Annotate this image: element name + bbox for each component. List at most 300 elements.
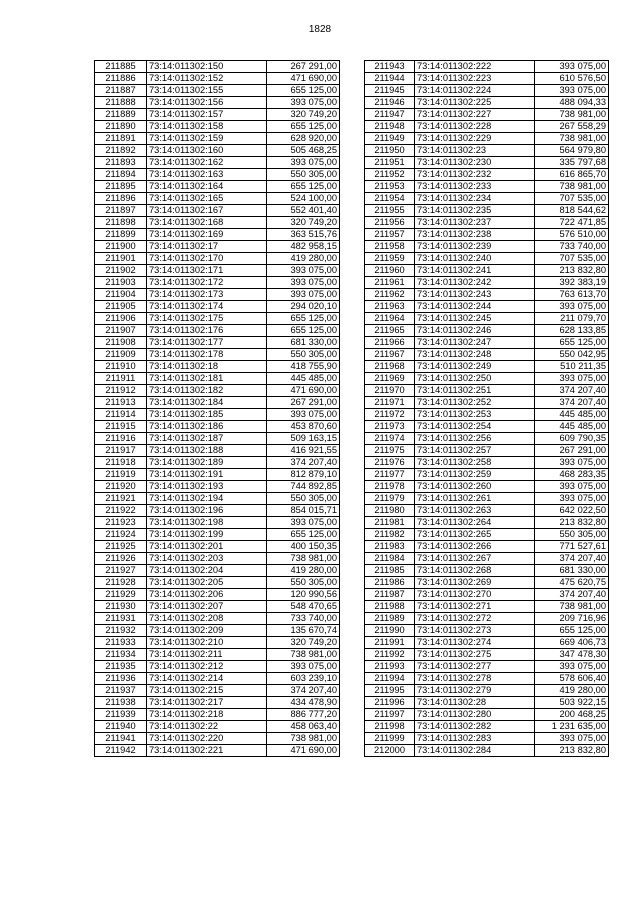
table-row — [95, 517, 340, 529]
cadastral-number: 73:14:011302:185 — [147, 409, 267, 421]
row-number: 211994 — [365, 673, 415, 685]
row-number: 211974 — [365, 433, 415, 445]
table-row — [365, 265, 609, 277]
table-row — [365, 385, 609, 397]
cadastral-number: 73:14:011302:155 — [147, 85, 267, 97]
cadastral-number: 73:14:011302:247 — [415, 337, 535, 349]
cadastral-number: 73:14:011302:237 — [415, 217, 535, 229]
cadastral-number: 73:14:011302:221 — [147, 745, 267, 757]
cadastral-number: 73:14:011302:167 — [147, 205, 267, 217]
table-row — [95, 565, 340, 577]
cadastral-value: 416 921,55 — [267, 445, 340, 457]
cadastral-value: 564 979,80 — [535, 145, 609, 157]
cadastral-value: 550 305,00 — [267, 577, 340, 589]
row-number: 211888 — [95, 97, 147, 109]
cadastral-value: 393 075,00 — [535, 373, 609, 385]
row-number: 211983 — [365, 541, 415, 553]
table-row — [365, 289, 609, 301]
cadastral-value: 578 606,40 — [535, 673, 609, 685]
cadastral-number: 73:14:011302:17 — [147, 241, 267, 253]
cadastral-number: 73:14:011302:188 — [147, 445, 267, 457]
row-number: 211979 — [365, 493, 415, 505]
cadastral-value: 363 515,76 — [267, 229, 340, 241]
table-row — [95, 469, 340, 481]
row-number: 211950 — [365, 145, 415, 157]
cadastral-value: 707 535,00 — [535, 253, 609, 265]
table-row — [365, 649, 609, 661]
cadastral-value: 475 620,75 — [535, 577, 609, 589]
cadastral-value: 509 163,15 — [267, 433, 340, 445]
row-number: 211914 — [95, 409, 147, 421]
cadastral-value: 393 075,00 — [267, 289, 340, 301]
cadastral-number: 73:14:011302:239 — [415, 241, 535, 253]
cadastral-number: 73:14:011302:191 — [147, 469, 267, 481]
cadastral-value: 655 125,00 — [267, 85, 340, 97]
cadastral-number: 73:14:011302:260 — [415, 481, 535, 493]
table-row — [95, 505, 340, 517]
cadastral-number: 73:14:011302:206 — [147, 589, 267, 601]
table-row — [95, 445, 340, 457]
table-row — [95, 697, 340, 709]
table-row — [95, 541, 340, 553]
cadastral-number: 73:14:011302:163 — [147, 169, 267, 181]
table-row — [95, 493, 340, 505]
table-row — [365, 217, 609, 229]
row-number: 211929 — [95, 589, 147, 601]
cadastral-value: 213 832,80 — [535, 517, 609, 529]
cadastral-value: 393 075,00 — [267, 157, 340, 169]
row-number: 211978 — [365, 481, 415, 493]
cadastral-number: 73:14:011302:257 — [415, 445, 535, 457]
cadastral-number: 73:14:011302:283 — [415, 733, 535, 745]
cadastral-value: 548 470,65 — [267, 601, 340, 613]
table-row — [365, 709, 609, 721]
cadastral-value: 510 211,35 — [535, 361, 609, 373]
cadastral-number: 73:14:011302:162 — [147, 157, 267, 169]
cadastral-number: 73:14:011302:198 — [147, 517, 267, 529]
cadastral-value: 393 075,00 — [535, 481, 609, 493]
cadastral-number: 73:14:011302:172 — [147, 277, 267, 289]
cadastral-value: 738 981,00 — [535, 109, 609, 121]
cadastral-number: 73:14:011302:212 — [147, 661, 267, 673]
cadastral-number: 73:14:011302:265 — [415, 529, 535, 541]
table-row — [365, 493, 609, 505]
cadastral-value: 393 075,00 — [267, 277, 340, 289]
table-row — [95, 181, 340, 193]
cadastral-number: 73:14:011302:209 — [147, 625, 267, 637]
cadastral-value: 393 075,00 — [267, 517, 340, 529]
row-number: 211908 — [95, 337, 147, 349]
cadastral-number: 73:14:011302:176 — [147, 325, 267, 337]
table-row — [365, 73, 609, 85]
cadastral-value: 374 207,40 — [535, 553, 609, 565]
cadastral-value: 505 468,25 — [267, 145, 340, 157]
cadastral-number: 73:14:011302:181 — [147, 373, 267, 385]
table-row — [365, 121, 609, 133]
row-number: 211998 — [365, 721, 415, 733]
cadastral-number: 73:14:011302:201 — [147, 541, 267, 553]
table-row — [95, 277, 340, 289]
table-row — [365, 421, 609, 433]
row-number: 211909 — [95, 349, 147, 361]
row-number: 211939 — [95, 709, 147, 721]
row-number: 211910 — [95, 361, 147, 373]
cadastral-value: 393 075,00 — [535, 733, 609, 745]
row-number: 211963 — [365, 301, 415, 313]
table-row — [95, 373, 340, 385]
row-number: 211985 — [365, 565, 415, 577]
cadastral-value: 886 777,20 — [267, 709, 340, 721]
cadastral-number: 73:14:011302:227 — [415, 109, 535, 121]
cadastral-value: 763 613,70 — [535, 289, 609, 301]
cadastral-number: 73:14:011302:173 — [147, 289, 267, 301]
cadastral-value: 669 406,73 — [535, 637, 609, 649]
cadastral-number: 73:14:011302:279 — [415, 685, 535, 697]
row-number: 211911 — [95, 373, 147, 385]
table-row — [365, 85, 609, 97]
cadastral-value: 707 535,00 — [535, 193, 609, 205]
row-number: 211897 — [95, 205, 147, 217]
row-number: 211920 — [95, 481, 147, 493]
cadastral-value: 681 330,00 — [267, 337, 340, 349]
row-number: 211901 — [95, 253, 147, 265]
cadastral-number: 73:14:011302:165 — [147, 193, 267, 205]
row-number: 211988 — [365, 601, 415, 613]
table-row — [95, 361, 340, 373]
table-row — [365, 613, 609, 625]
row-number: 211976 — [365, 457, 415, 469]
row-number: 211919 — [95, 469, 147, 481]
table-row — [95, 709, 340, 721]
table-row — [365, 109, 609, 121]
cadastral-number: 73:14:011302:225 — [415, 97, 535, 109]
cadastral-number: 73:14:011302:270 — [415, 589, 535, 601]
cadastral-value: 1 231 635,00 — [535, 721, 609, 733]
row-number: 212000 — [365, 745, 415, 757]
cadastral-number: 73:14:011302:252 — [415, 397, 535, 409]
cadastral-number: 73:14:011302:210 — [147, 637, 267, 649]
cadastral-value: 445 485,00 — [535, 409, 609, 421]
cadastral-number: 73:14:011302:184 — [147, 397, 267, 409]
row-number: 211940 — [95, 721, 147, 733]
row-number: 211953 — [365, 181, 415, 193]
row-number: 211945 — [365, 85, 415, 97]
table-row — [365, 97, 609, 109]
row-number: 211904 — [95, 289, 147, 301]
cadastral-value: 374 207,40 — [535, 385, 609, 397]
cadastral-number: 73:14:011302:214 — [147, 673, 267, 685]
cadastral-value: 655 125,00 — [535, 625, 609, 637]
cadastral-number: 73:14:011302:156 — [147, 97, 267, 109]
cadastral-number: 73:14:011302:174 — [147, 301, 267, 313]
table-row — [95, 325, 340, 337]
row-number: 211907 — [95, 325, 147, 337]
cadastral-value: 209 716,96 — [535, 613, 609, 625]
row-number: 211915 — [95, 421, 147, 433]
cadastral-value: 453 870,60 — [267, 421, 340, 433]
table-row — [365, 241, 609, 253]
row-number: 211958 — [365, 241, 415, 253]
cadastral-number: 73:14:011302:207 — [147, 601, 267, 613]
cadastral-value: 471 690,00 — [267, 73, 340, 85]
cadastral-value: 419 280,00 — [267, 253, 340, 265]
row-number: 211995 — [365, 685, 415, 697]
table-row — [365, 61, 609, 73]
table-row — [95, 265, 340, 277]
row-number: 211898 — [95, 217, 147, 229]
table-row — [95, 301, 340, 313]
cadastral-number: 73:14:011302:175 — [147, 313, 267, 325]
cadastral-number: 73:14:011302:232 — [415, 169, 535, 181]
row-number: 211946 — [365, 97, 415, 109]
row-number: 211993 — [365, 661, 415, 673]
cadastral-value: 738 981,00 — [535, 601, 609, 613]
cadastral-value: 320 749,20 — [267, 109, 340, 121]
cadastral-value: 818 544,62 — [535, 205, 609, 217]
table-row — [95, 193, 340, 205]
row-number: 211944 — [365, 73, 415, 85]
cadastral-number: 73:14:011302:241 — [415, 265, 535, 277]
cadastral-number: 73:14:011302:28 — [415, 697, 535, 709]
cadastral-number: 73:14:011302:199 — [147, 529, 267, 541]
table-row — [365, 601, 609, 613]
table-row — [95, 685, 340, 697]
row-number: 211989 — [365, 613, 415, 625]
cadastral-value: 488 094,33 — [535, 97, 609, 109]
table-row — [365, 397, 609, 409]
cadastral-value: 603 239,10 — [267, 673, 340, 685]
row-number: 211999 — [365, 733, 415, 745]
row-number: 211964 — [365, 313, 415, 325]
row-number: 211992 — [365, 649, 415, 661]
table-row — [365, 637, 609, 649]
table-row — [95, 169, 340, 181]
cadastral-number: 73:14:011302:271 — [415, 601, 535, 613]
cadastral-number: 73:14:011302:258 — [415, 457, 535, 469]
table-row — [95, 397, 340, 409]
row-number: 211899 — [95, 229, 147, 241]
cadastral-value: 393 075,00 — [535, 61, 609, 73]
cadastral-number: 73:14:011302:267 — [415, 553, 535, 565]
row-number: 211971 — [365, 397, 415, 409]
cadastral-number: 73:14:011302:224 — [415, 85, 535, 97]
row-number: 211960 — [365, 265, 415, 277]
table-row — [95, 481, 340, 493]
cadastral-value: 722 471,85 — [535, 217, 609, 229]
cadastral-value: 616 865,70 — [535, 169, 609, 181]
row-number: 211977 — [365, 469, 415, 481]
cadastral-number: 73:14:011302:203 — [147, 553, 267, 565]
cadastral-number: 73:14:011302:171 — [147, 265, 267, 277]
cadastral-value: 347 478,30 — [535, 649, 609, 661]
table-row — [365, 277, 609, 289]
cadastral-value: 374 207,40 — [267, 457, 340, 469]
row-number: 211962 — [365, 289, 415, 301]
table-row — [95, 577, 340, 589]
table-row — [95, 433, 340, 445]
cadastral-value: 374 207,40 — [267, 685, 340, 697]
table-row — [365, 529, 609, 541]
cadastral-value: 550 305,00 — [267, 349, 340, 361]
row-number: 211889 — [95, 109, 147, 121]
cadastral-value: 771 527,61 — [535, 541, 609, 553]
cadastral-value: 550 305,00 — [267, 493, 340, 505]
row-number: 211922 — [95, 505, 147, 517]
table-row — [95, 229, 340, 241]
cadastral-value: 392 383,19 — [535, 277, 609, 289]
row-number: 211942 — [95, 745, 147, 757]
table-row — [95, 205, 340, 217]
cadastral-value: 738 981,00 — [267, 649, 340, 661]
cadastral-value: 213 832,80 — [535, 265, 609, 277]
cadastral-number: 73:14:011302:248 — [415, 349, 535, 361]
cadastral-value: 393 075,00 — [535, 301, 609, 313]
table-row — [95, 349, 340, 361]
table-row — [365, 553, 609, 565]
cadastral-number: 73:14:011302:182 — [147, 385, 267, 397]
cadastral-number: 73:14:011302:246 — [415, 325, 535, 337]
row-number: 211917 — [95, 445, 147, 457]
cadastral-value: 393 075,00 — [535, 661, 609, 673]
cadastral-value: 393 075,00 — [535, 493, 609, 505]
cadastral-value: 471 690,00 — [267, 745, 340, 757]
row-number: 211982 — [365, 529, 415, 541]
table-row — [95, 649, 340, 661]
table-row — [95, 733, 340, 745]
cadastral-value: 418 755,90 — [267, 361, 340, 373]
row-number: 211948 — [365, 121, 415, 133]
row-number: 211891 — [95, 133, 147, 145]
row-number: 211934 — [95, 649, 147, 661]
cadastral-value: 393 075,00 — [267, 409, 340, 421]
table-row — [95, 385, 340, 397]
cadastral-number: 73:14:011302:238 — [415, 229, 535, 241]
cadastral-number: 73:14:011302:186 — [147, 421, 267, 433]
cadastral-number: 73:14:011302:152 — [147, 73, 267, 85]
row-number: 211987 — [365, 589, 415, 601]
row-number: 211954 — [365, 193, 415, 205]
table-row — [95, 253, 340, 265]
table-row — [365, 673, 609, 685]
row-number: 211894 — [95, 169, 147, 181]
cadastral-value: 655 125,00 — [535, 337, 609, 349]
row-number: 211890 — [95, 121, 147, 133]
table-row — [95, 241, 340, 253]
cadastral-number: 73:14:011302:168 — [147, 217, 267, 229]
cadastral-number: 73:14:011302:222 — [415, 61, 535, 73]
cadastral-number: 73:14:011302:269 — [415, 577, 535, 589]
table-row — [95, 313, 340, 325]
page-number: 1828 — [308, 24, 332, 35]
cadastral-number: 73:14:011302:150 — [147, 61, 267, 73]
table-row — [95, 85, 340, 97]
cadastral-value: 471 690,00 — [267, 385, 340, 397]
cadastral-number: 73:14:011302:193 — [147, 481, 267, 493]
table-row — [95, 601, 340, 613]
row-number: 211933 — [95, 637, 147, 649]
cadastral-number: 73:14:011302:256 — [415, 433, 535, 445]
cadastral-value: 458 063,40 — [267, 721, 340, 733]
cadastral-number: 73:14:011302:215 — [147, 685, 267, 697]
cadastral-value: 854 015,71 — [267, 505, 340, 517]
table-row — [365, 721, 609, 733]
cadastral-number: 73:14:011302:245 — [415, 313, 535, 325]
cadastral-value: 738 981,00 — [267, 733, 340, 745]
table-row — [365, 577, 609, 589]
cadastral-value: 482 958,15 — [267, 241, 340, 253]
row-number: 211938 — [95, 697, 147, 709]
cadastral-number: 73:14:011302:264 — [415, 517, 535, 529]
right-table-body — [365, 61, 609, 757]
row-number: 211902 — [95, 265, 147, 277]
table-row — [95, 673, 340, 685]
row-number: 211959 — [365, 253, 415, 265]
row-number: 211930 — [95, 601, 147, 613]
table-row — [365, 457, 609, 469]
row-number: 211931 — [95, 613, 147, 625]
cadastral-number: 73:14:011302:273 — [415, 625, 535, 637]
cadastral-number: 73:14:011302:230 — [415, 157, 535, 169]
cadastral-value: 213 832,80 — [535, 745, 609, 757]
row-number: 211893 — [95, 157, 147, 169]
cadastral-value: 610 576,50 — [535, 73, 609, 85]
cadastral-number: 73:14:011302:159 — [147, 133, 267, 145]
row-number: 211935 — [95, 661, 147, 673]
cadastral-number: 73:14:011302:158 — [147, 121, 267, 133]
cadastral-value: 211 079,70 — [535, 313, 609, 325]
row-number: 211905 — [95, 301, 147, 313]
row-number: 211921 — [95, 493, 147, 505]
table-row — [365, 253, 609, 265]
row-number: 211996 — [365, 697, 415, 709]
table-row — [365, 625, 609, 637]
cadastral-value: 812 879,10 — [267, 469, 340, 481]
table-row — [365, 169, 609, 181]
row-number: 211895 — [95, 181, 147, 193]
cadastral-value: 267 291,00 — [535, 445, 609, 457]
cadastral-value: 655 125,00 — [267, 313, 340, 325]
cadastral-value: 267 558,29 — [535, 121, 609, 133]
cadastral-number: 73:14:011302:278 — [415, 673, 535, 685]
cadastral-number: 73:14:011302:170 — [147, 253, 267, 265]
table-row — [365, 301, 609, 313]
table-row — [365, 517, 609, 529]
table-row — [95, 73, 340, 85]
table-row — [95, 589, 340, 601]
cadastral-value: 552 401,40 — [267, 205, 340, 217]
cadastral-number: 73:14:011302:177 — [147, 337, 267, 349]
table-row — [95, 97, 340, 109]
row-number: 211990 — [365, 625, 415, 637]
table-row — [365, 505, 609, 517]
table-row — [365, 325, 609, 337]
table-row — [365, 697, 609, 709]
row-number: 211906 — [95, 313, 147, 325]
row-number: 211927 — [95, 565, 147, 577]
cadastral-value: 744 892,85 — [267, 481, 340, 493]
cadastral-number: 73:14:011302:157 — [147, 109, 267, 121]
row-number: 211892 — [95, 145, 147, 157]
cadastral-value: 120 990,56 — [267, 589, 340, 601]
row-number: 211912 — [95, 385, 147, 397]
row-number: 211961 — [365, 277, 415, 289]
row-number: 211969 — [365, 373, 415, 385]
cadastral-value: 445 485,00 — [267, 373, 340, 385]
row-number: 211972 — [365, 409, 415, 421]
cadastral-value: 419 280,00 — [267, 565, 340, 577]
cadastral-number: 73:14:011302:189 — [147, 457, 267, 469]
cadastral-value: 393 075,00 — [535, 457, 609, 469]
